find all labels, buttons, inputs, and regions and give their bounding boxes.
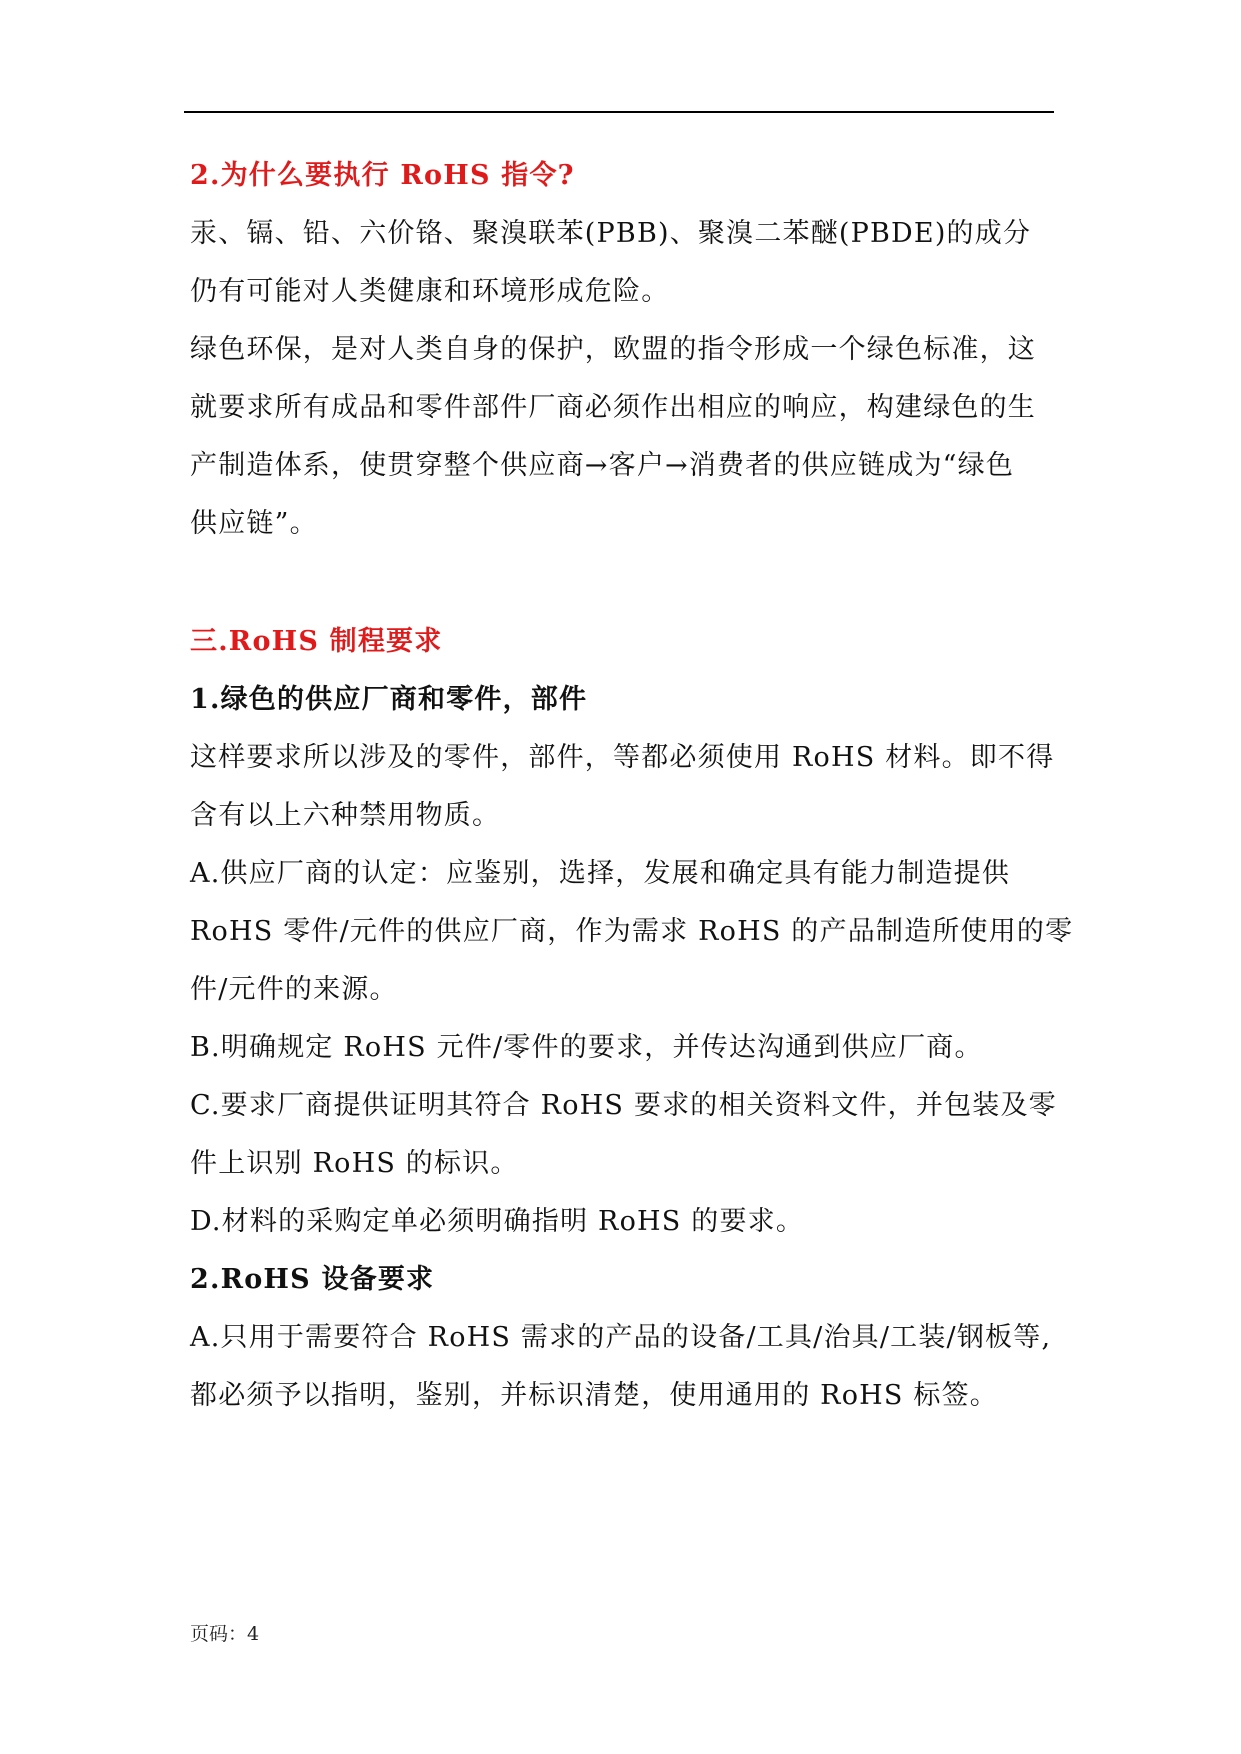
paragraph-line: 汞、镉、铅、六价铬、聚溴联苯(PBB)、聚溴二苯醚(PBDE)的成分 bbox=[190, 218, 1032, 249]
header-rule bbox=[184, 111, 1054, 113]
paragraph-line: 这样要求所以涉及的零件，部件，等都必须使用 RoHS 材料。即不得 bbox=[190, 742, 1055, 773]
heading-process-requirements: 三.RoHS 制程要求 bbox=[190, 626, 443, 657]
list-item-c: C.要求厂商提供证明其符合 RoHS 要求的相关资料文件，并包装及零 bbox=[190, 1090, 1057, 1121]
paragraph-line: 仍有可能对人类健康和环境形成危险。 bbox=[190, 276, 670, 307]
paragraph-line: 就要求所有成品和零件部件厂商必须作出相应的响应，构建绿色的生 bbox=[190, 392, 1036, 423]
list-item-a-cont: 件/元件的来源。 bbox=[190, 974, 398, 1005]
heading-why-rohs: 2.为什么要执行 RoHS 指令? bbox=[190, 160, 575, 191]
list-item-equip-a: A.只用于需要符合 RoHS 需求的产品的设备/工具/治具/工装/钢板等, bbox=[190, 1322, 1052, 1353]
heading-green-suppliers: 1.绿色的供应厂商和零件，部件 bbox=[190, 684, 588, 715]
list-item-a: A.供应厂商的认定：应鉴别，选择，发展和确定具有能力制造提供 bbox=[190, 858, 1011, 889]
list-item-d: D.材料的采购定单必须明确指明 RoHS 的要求。 bbox=[190, 1206, 805, 1237]
heading-equipment-requirements: 2.RoHS 设备要求 bbox=[190, 1264, 435, 1295]
list-item-b: B.明确规定 RoHS 元件/零件的要求，并传达沟通到供应厂商。 bbox=[190, 1032, 983, 1063]
paragraph-line: 绿色环保，是对人类自身的保护，欧盟的指令形成一个绿色标准，这 bbox=[190, 334, 1036, 365]
paragraph-line: 含有以上六种禁用物质。 bbox=[190, 800, 501, 831]
list-item-equip-a-cont: 都必须予以指明，鉴别，并标识清楚，使用通用的 RoHS 标签。 bbox=[190, 1380, 998, 1411]
list-item-c-cont: 件上识别 RoHS 的标识。 bbox=[190, 1148, 519, 1179]
paragraph-line: 供应链”。 bbox=[190, 508, 318, 539]
list-item-a-cont: RoHS 零件/元件的供应厂商，作为需求 RoHS 的产品制造所使用的零 bbox=[190, 916, 1074, 947]
page-number: 页码：4 bbox=[190, 1623, 260, 1645]
paragraph-line: 产制造体系，使贯穿整个供应商→客户→消费者的供应链成为“绿色 bbox=[190, 450, 1015, 481]
